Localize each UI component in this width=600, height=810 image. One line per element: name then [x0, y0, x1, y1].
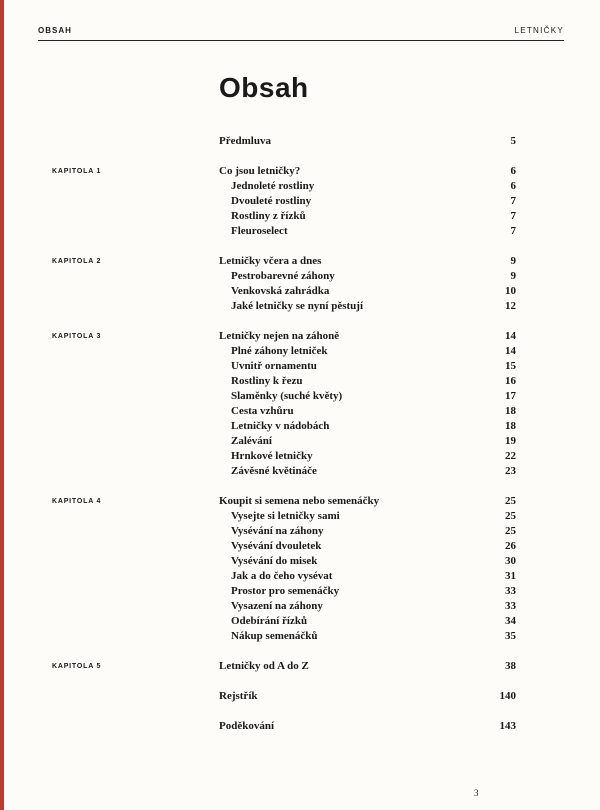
toc-page-number: 6	[510, 180, 516, 192]
toc-entry-label: Venkovská zahrádka	[231, 285, 330, 297]
toc-page-number: 26	[505, 540, 516, 552]
toc-entry	[0, 254, 600, 269]
toc-entry-label: Jak a do čeho vysévat	[231, 570, 333, 582]
toc-page-number: 19	[505, 435, 516, 447]
toc-page-number: 17	[505, 390, 516, 402]
toc-page-number: 31	[505, 570, 516, 582]
toc-entry-label: Vysejte si letničky sami	[231, 510, 340, 522]
toc-page-number: 7	[510, 195, 516, 207]
toc-entry	[0, 134, 600, 149]
toc-entry-label: Letničky včera a dnes	[219, 255, 322, 267]
toc-entry-label: Plné záhony letniček	[231, 345, 328, 357]
toc-entry-label: Letničky od A do Z	[219, 660, 309, 672]
toc-entry-label: Vysévání na záhony	[231, 525, 324, 537]
header-book-title: LETNIČKY	[514, 26, 564, 35]
toc-page-number: 7	[510, 225, 516, 237]
toc-subentry	[0, 464, 600, 479]
chapter-label: KAPITOLA 5	[52, 663, 102, 670]
toc-page-number: 23	[505, 465, 516, 477]
toc-subentry	[0, 284, 600, 299]
toc-page-number: 30	[505, 555, 516, 567]
toc-page-number: 25	[505, 495, 516, 507]
toc-entry-label: Co jsou letničky?	[219, 165, 301, 177]
toc-entry-label: Rostliny k řezu	[231, 375, 303, 387]
toc-subentry	[0, 299, 600, 314]
toc-subentry	[0, 359, 600, 374]
toc-subentry	[0, 449, 600, 464]
toc-entry	[0, 164, 600, 179]
toc-entry-label: Vysévání dvouletek	[231, 540, 322, 552]
toc-entry-label: Nákup semenáčků	[231, 630, 318, 642]
toc-entry-label: Cesta vzhůru	[231, 405, 294, 417]
toc-subentry	[0, 569, 600, 584]
toc-subentry	[0, 419, 600, 434]
toc-entry-label: Letničky v nádobách	[231, 420, 330, 432]
toc-entry	[0, 719, 600, 734]
toc-subentry	[0, 389, 600, 404]
toc-page-number: 12	[505, 300, 516, 312]
toc-page-number: 34	[505, 615, 516, 627]
toc-page-number: 25	[505, 525, 516, 537]
toc-entry-label: Slaměnky (suché květy)	[231, 390, 343, 402]
toc-page-number: 33	[505, 585, 516, 597]
toc-page-number: 9	[510, 255, 516, 267]
toc-subentry	[0, 599, 600, 614]
toc-entry-label: Poděkování	[219, 720, 275, 732]
chapter-label: KAPITOLA 4	[52, 498, 102, 505]
toc-page-number: 38	[505, 660, 516, 672]
toc-page-number: 10	[505, 285, 516, 297]
toc-subentry	[0, 404, 600, 419]
toc-entry-label: Jednoleté rostliny	[231, 180, 315, 192]
toc-page-number: 7	[510, 210, 516, 222]
toc-page-number: 6	[510, 165, 516, 177]
header-rule	[38, 40, 564, 41]
toc-page-number: 16	[505, 375, 516, 387]
toc-entry-label: Vysazení na záhony	[231, 600, 323, 612]
toc-page-number: 22	[505, 450, 516, 462]
toc-page-number: 14	[505, 330, 516, 342]
toc-subentry	[0, 629, 600, 644]
toc-entry-label: Rejstřík	[219, 690, 258, 702]
toc-subentry	[0, 539, 600, 554]
chapter-label: KAPITOLA 2	[52, 258, 102, 265]
toc-page-number: 14	[505, 345, 516, 357]
toc-entry-label: Vysévání do misek	[231, 555, 318, 567]
toc-entry-label: Odebírání řízků	[231, 615, 308, 627]
toc-subentry	[0, 374, 600, 389]
toc-entry-label: Uvnitř ornamentu	[231, 360, 317, 372]
toc-page-number: 5	[510, 135, 516, 147]
toc-entry	[0, 689, 600, 704]
toc-entry	[0, 494, 600, 509]
toc-entry-label: Prostor pro semenáčky	[231, 585, 340, 597]
toc-page-number: 15	[505, 360, 516, 372]
page-title: Obsah	[219, 72, 309, 103]
toc-page-number: 18	[505, 405, 516, 417]
chapter-label: KAPITOLA 1	[52, 168, 102, 175]
toc-page-number: 33	[505, 600, 516, 612]
toc-page-number: 140	[499, 690, 516, 702]
chapter-label: KAPITOLA 3	[52, 333, 102, 340]
toc-subentry	[0, 614, 600, 629]
toc-entry-label: Jaké letničky se nyní pěstují	[231, 300, 364, 312]
toc-entry-label: Dvouleté rostliny	[231, 195, 312, 207]
toc-subentry	[0, 209, 600, 224]
toc-entry	[0, 659, 600, 674]
toc-subentry	[0, 269, 600, 284]
toc-page-number: 25	[505, 510, 516, 522]
toc-subentry	[0, 434, 600, 449]
toc-subentry	[0, 554, 600, 569]
toc-entry-label: Koupit si semena nebo semenáčky	[219, 495, 380, 507]
toc-subentry	[0, 179, 600, 194]
toc-entry-label: Zalévání	[231, 435, 272, 447]
toc-page-number: 18	[505, 420, 516, 432]
page-number: 3	[474, 788, 479, 798]
toc-subentry	[0, 584, 600, 599]
toc-subentry	[0, 194, 600, 209]
toc-entry-label: Letničky nejen na záhoně	[219, 330, 340, 342]
toc-subentry	[0, 524, 600, 539]
running-header	[38, 26, 564, 38]
toc-entry	[0, 329, 600, 344]
toc-entry-label: Závěsné květináče	[231, 465, 317, 477]
toc-page-number: 9	[510, 270, 516, 282]
toc-entry-label: Hrnkové letničky	[231, 450, 313, 462]
toc-page-number: 143	[499, 720, 516, 732]
toc-entry-label: Pestrobarevné záhony	[231, 270, 335, 282]
toc-entry-label: Fleuroselect	[231, 225, 288, 237]
toc-subentry	[0, 344, 600, 359]
toc-subentry	[0, 509, 600, 524]
toc-entry-label: Předmluva	[219, 135, 271, 147]
toc-subentry	[0, 224, 600, 239]
header-section: OBSAH	[38, 26, 72, 35]
toc-page-number: 35	[505, 630, 516, 642]
toc-entry-label: Rostliny z řízků	[231, 210, 306, 222]
